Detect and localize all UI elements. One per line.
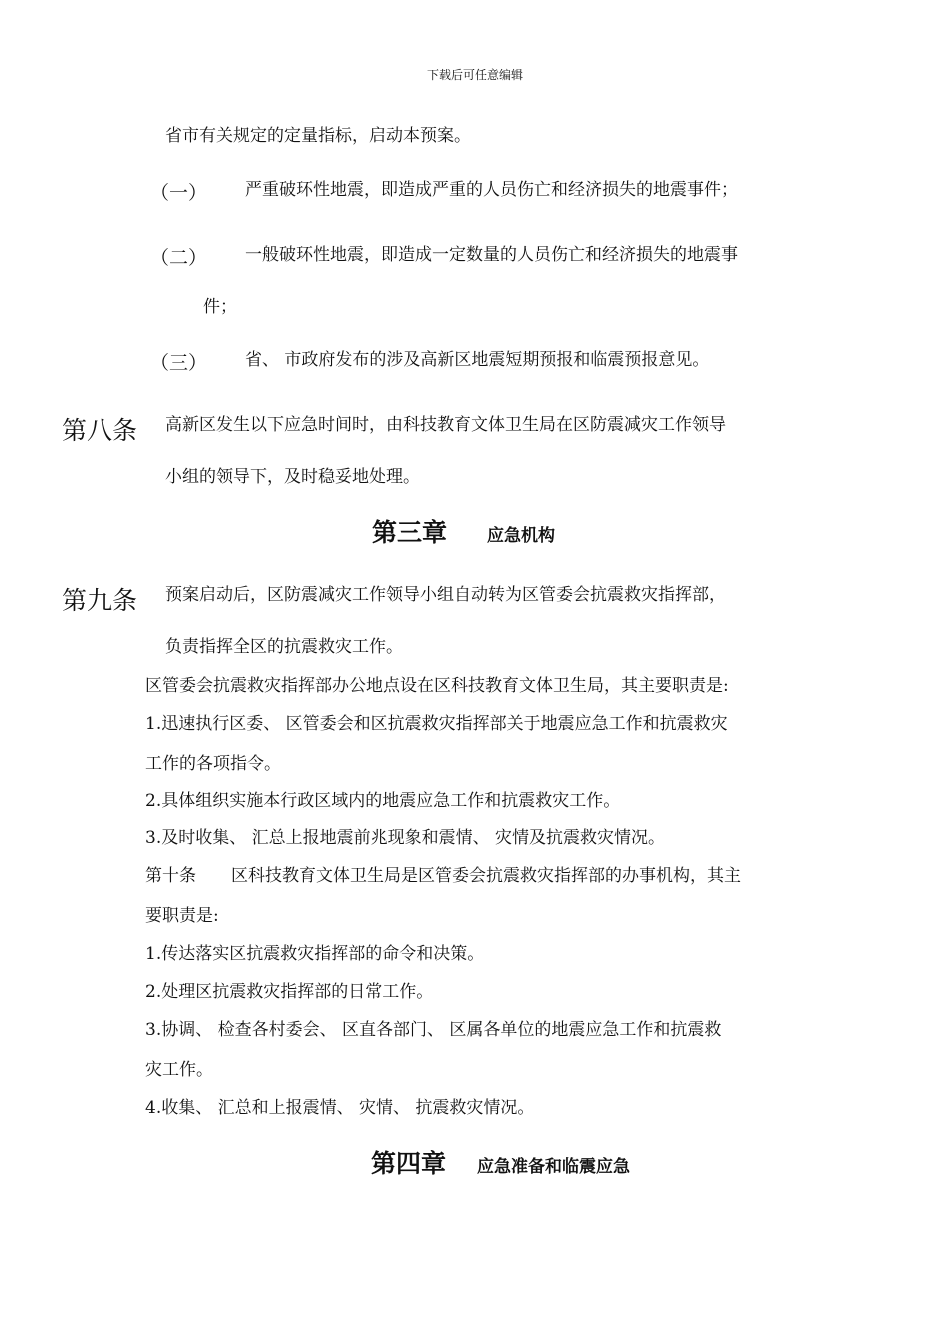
duty-9-2: 2.具体组织实施本行政区域内的地震应急工作和抗震救灾工作。: [145, 791, 621, 811]
duty-10-1: 1.传达落实区抗震救灾指挥部的命令和决策。: [145, 944, 485, 964]
duty-10-2: 2.处理区抗震救灾指挥部的日常工作。: [145, 982, 434, 1002]
article-10-line-2: 要职责是:: [145, 906, 219, 926]
article-8-line-2: 小组的领导下，及时稳妥地处理。: [165, 467, 420, 487]
item-1-text: 严重破环性地震，即造成严重的人员伤亡和经济损失的地震事件；: [245, 180, 738, 200]
intro-text: 省市有关规定的定量指标，启动本预案。: [165, 126, 471, 146]
article-8-label: 第八条: [62, 416, 138, 445]
duty-9-1-line-1: 1.迅速执行区委、 区管委会和区抗震救灾指挥部关于地震应急工作和抗震救灾: [145, 714, 728, 734]
item-2-continuation: 件；: [203, 297, 237, 317]
article-10-line-1: 区科技教育文体卫生局是区管委会抗震救灾指挥部的办事机构，其主: [231, 866, 741, 886]
page-header: 下载后可任意编辑: [426, 68, 523, 82]
article-9-label: 第九条: [62, 586, 138, 615]
item-3-text: 省、 市政府发布的涉及高新区地震短期预报和临震预报意见。: [245, 350, 710, 370]
item-1-number: （一）: [150, 182, 208, 204]
duty-9-1-line-2: 工作的各项指令。: [145, 754, 281, 774]
article-10-label: 第十条: [145, 866, 196, 886]
item-3-number: （三）: [150, 352, 208, 374]
chapter-3-title: 第三章: [372, 518, 448, 547]
chapter-4-title: 第四章: [371, 1149, 447, 1178]
duty-10-4: 4.收集、 汇总和上报震情、 灾情、 抗震救灾情况。: [145, 1098, 535, 1118]
duty-10-3-line-1: 3.协调、 检查各村委会、 区直各部门、 区属各单位的地震应急工作和抗震救: [145, 1020, 722, 1040]
article-9-line-1: 预案启动后，区防震减灾工作领导小组自动转为区管委会抗震救灾指挥部，: [165, 585, 726, 605]
duty-10-3-line-2: 灾工作。: [145, 1060, 213, 1080]
duty-9-3: 3.及时收集、 汇总上报地震前兆现象和震情、 灾情及抗震救灾情况。: [145, 828, 666, 848]
item-2-number: （二）: [150, 247, 208, 269]
item-2-text: 一般破环性地震，即造成一定数量的人员伤亡和经济损失的地震事: [245, 245, 738, 265]
chapter-4-subtitle: 应急准备和临震应急: [477, 1157, 630, 1177]
article-8-line-1: 高新区发生以下应急时间时，由科技教育文体卫生局在区防震减灾工作领导: [165, 415, 726, 435]
article-9-line-2: 负责指挥全区的抗震救灾工作。: [165, 637, 403, 657]
chapter-3-subtitle: 应急机构: [487, 526, 555, 546]
duty-intro: 区管委会抗震救灾指挥部办公地点设在区科技教育文体卫生局，其主要职责是:: [145, 676, 729, 696]
